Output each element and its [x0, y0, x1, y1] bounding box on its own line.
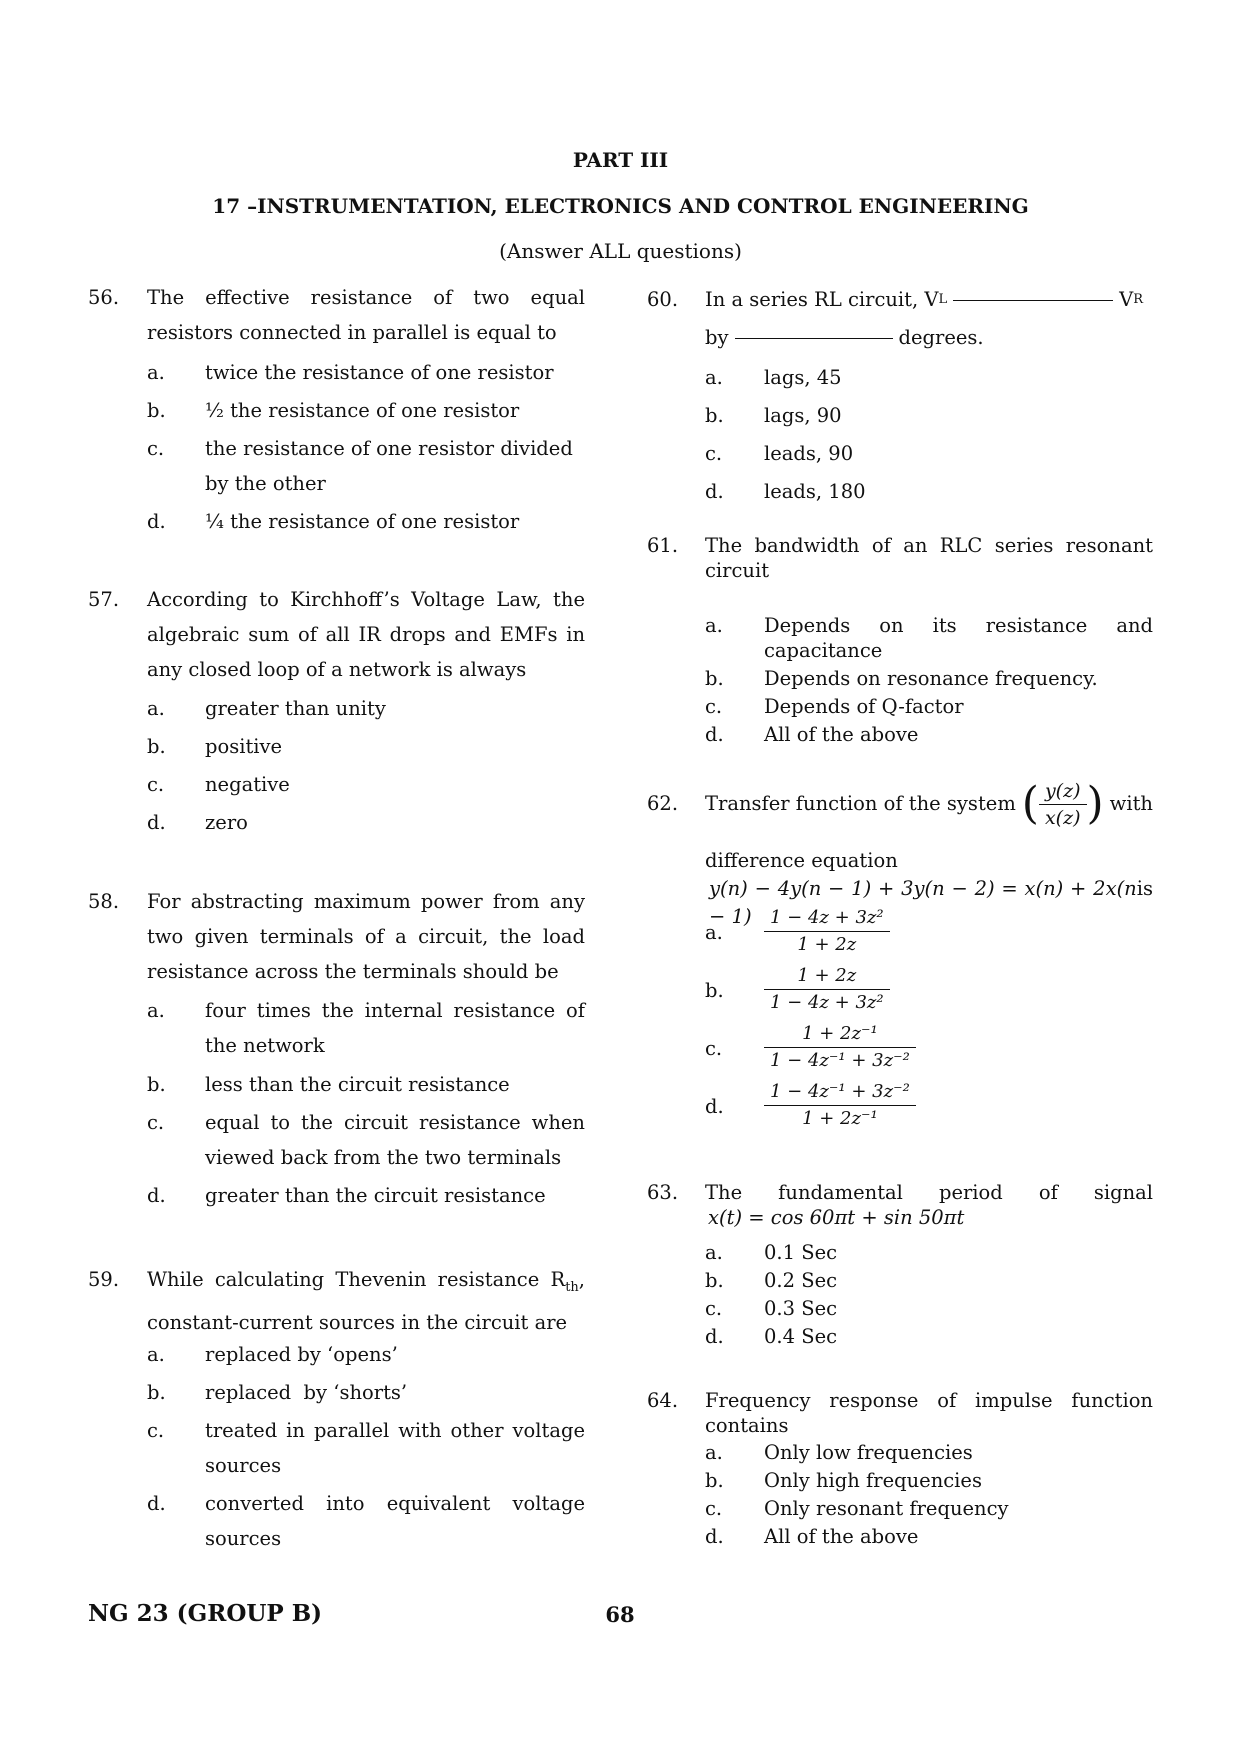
question-63 — [647, 1180, 1157, 1360]
question-stem — [705, 282, 1153, 356]
option-text: lags, 90 — [764, 404, 842, 427]
option-label: d. — [147, 1184, 166, 1207]
option-fraction — [764, 1079, 916, 1132]
option-text: Only low frequencies — [764, 1441, 973, 1464]
option-text: negative — [205, 773, 290, 796]
option-label: c. — [705, 695, 723, 718]
option-label: b. — [147, 1073, 166, 1096]
stem-text: with — [1109, 792, 1153, 815]
question-number: 56. — [88, 286, 120, 309]
option-text: greater than unity — [205, 697, 386, 720]
page-number: 68 — [605, 1602, 635, 1627]
question-number: 62. — [647, 792, 679, 815]
question-number: 57. — [88, 588, 120, 611]
fraction-denominator: 1 − 4z + 3z² — [770, 992, 884, 1013]
question-number: 63. — [647, 1181, 679, 1204]
stem-text: V — [1119, 288, 1134, 311]
option-text: Only high frequencies — [764, 1469, 982, 1492]
option-label: d. — [705, 480, 724, 503]
option-text: greater than the circuit resistance — [205, 1184, 546, 1207]
option-text: Depends of Q-factor — [764, 695, 964, 718]
option-fraction — [764, 1021, 916, 1074]
option-text: less than the circuit resistance — [205, 1073, 510, 1096]
question-61 — [647, 533, 1157, 753]
option-fraction — [764, 905, 890, 958]
option-label: a. — [147, 999, 165, 1022]
option-label: c. — [705, 1297, 723, 1320]
option-text: leads, 180 — [764, 480, 866, 503]
option-text: treated in parallel with other voltage sources — [205, 1419, 585, 1477]
fraction-denominator: 1 + 2z — [797, 934, 857, 955]
option-text: four times the internal resistance of the network — [205, 999, 585, 1057]
option-b — [705, 963, 1155, 1019]
paper-code: NG 23 (GROUP B) — [88, 1600, 323, 1627]
question-stem: For abstracting maximum power from any two given terminals of a circuit, the load resistance across the terminals should be — [147, 890, 585, 983]
option-text: ¼ the resistance of one resistor — [205, 510, 520, 533]
option-label: d. — [147, 1492, 166, 1515]
option-label: d. — [705, 1525, 724, 1548]
stem-text: , constant-current sources in the circuit are — [147, 1268, 585, 1334]
stem-text: In a series RL circuit, V — [705, 288, 939, 311]
fill-blank — [953, 300, 1113, 301]
option-label: c. — [705, 1497, 723, 1520]
option-label: d. — [705, 723, 724, 746]
question-number: 61. — [647, 534, 679, 557]
option-label: a. — [705, 614, 723, 637]
option-label: b. — [705, 1469, 724, 1492]
option-text: 0.1 Sec — [764, 1241, 838, 1264]
option-label: a. — [705, 921, 723, 944]
question-stem: According to Kirchhoff’s Voltage Law, the algebraic sum of all IR drops and EMFs in any closed loop of a network is always — [147, 588, 585, 681]
option-label: b. — [705, 667, 724, 690]
fraction-numerator: y(z) — [1039, 778, 1087, 805]
option-label: b. — [705, 404, 724, 427]
option-text: Depends on its resistance and capacitance — [764, 614, 1153, 662]
option-label: b. — [705, 1269, 724, 1292]
option-text: converted into equivalent voltage sources — [205, 1492, 585, 1550]
difference-equation: y(n) − 4y(n − 1) + 3y(n − 2) = x(n) + 2x(n − 1) — [709, 877, 1137, 928]
option-label: a. — [147, 361, 165, 384]
question-62 — [647, 775, 1157, 1145]
option-label: d. — [147, 510, 166, 533]
option-text: Only resonant frequency — [764, 1497, 1009, 1520]
option-label: c. — [147, 773, 165, 796]
question-58 — [88, 884, 588, 1214]
option-label: b. — [147, 399, 166, 422]
option-label: b. — [147, 1381, 166, 1404]
option-text: All of the above — [764, 723, 919, 746]
question-stem: The effective resistance of two equal resistors connected in parallel is equal to — [147, 286, 585, 344]
fraction-numerator: 1 − 4z⁻¹ + 3z⁻² — [764, 1079, 916, 1106]
option-label: c. — [705, 442, 723, 465]
option-label: d. — [705, 1095, 724, 1118]
signal-equation: x(t) = cos 60πt + sin 50πt — [708, 1206, 965, 1229]
option-label: a. — [147, 697, 165, 720]
fraction-numerator: 1 + 2z — [764, 963, 890, 990]
option-text: leads, 90 — [764, 442, 854, 465]
option-label: a. — [705, 366, 723, 389]
option-text: twice the resistance of one resistor — [205, 361, 554, 384]
stem-subscript: L — [938, 292, 948, 307]
question-stem: Frequency response of impulse function contains — [705, 1389, 1153, 1437]
stem-text: difference equation — [705, 849, 898, 872]
option-text: replaced by ‘shorts’ — [205, 1381, 408, 1404]
fill-blank — [735, 338, 893, 339]
part-heading: PART III — [572, 148, 669, 172]
fraction-denominator: 1 + 2z⁻¹ — [802, 1108, 878, 1129]
option-text: Depends on resonance frequency. — [764, 667, 1098, 690]
option-label: c. — [147, 1419, 165, 1442]
question-stem — [705, 1180, 1153, 1230]
option-text: equal to the circuit resistance when viewed back from the two terminals — [205, 1111, 585, 1169]
question-stem — [147, 1262, 585, 1340]
option-label: b. — [147, 735, 166, 758]
option-label: c. — [705, 1037, 723, 1060]
subject-heading: 17 –INSTRUMENTATION, ELECTRONICS AND CONTROL ENGINEERING — [212, 194, 1029, 218]
option-text: 0.2 Sec — [764, 1269, 838, 1292]
fraction-numerator: 1 + 2z⁻¹ — [764, 1021, 916, 1048]
option-label: a. — [705, 1241, 723, 1264]
stem-text: is — [1136, 877, 1153, 900]
option-text: ½ the resistance of one resistor — [205, 399, 520, 422]
option-label: d. — [705, 1325, 724, 1348]
option-a — [705, 905, 1155, 961]
stem-subscript: th — [565, 1279, 579, 1295]
option-label: c. — [147, 437, 165, 460]
option-c — [705, 1021, 1155, 1077]
option-d — [705, 1079, 1155, 1135]
question-57 — [88, 582, 588, 842]
option-label: b. — [705, 979, 724, 1002]
question-number: 64. — [647, 1389, 679, 1412]
stem-text: Transfer function of the system — [705, 792, 1016, 815]
option-text: All of the above — [764, 1525, 919, 1548]
option-text: lags, 45 — [764, 366, 842, 389]
option-text: 0.4 Sec — [764, 1325, 838, 1348]
question-56 — [88, 280, 588, 540]
option-text: the resistance of one resistor divided by the other — [205, 437, 573, 495]
question-number: 60. — [647, 288, 679, 311]
fraction-denominator: 1 − 4z⁻¹ + 3z⁻² — [770, 1050, 910, 1071]
option-fraction — [764, 963, 890, 1016]
fraction-denominator: x(z) — [1044, 806, 1081, 829]
question-stem: The bandwidth of an RLC series resonant circuit — [705, 534, 1153, 582]
stem-text: by — [705, 326, 729, 349]
question-number: 58. — [88, 890, 120, 913]
question-59 — [88, 1262, 588, 1562]
option-text: positive — [205, 735, 283, 758]
option-label: c. — [147, 1111, 165, 1134]
option-text: 0.3 Sec — [764, 1297, 838, 1320]
stem-text: degrees. — [898, 326, 984, 349]
option-text: replaced by ‘opens’ — [205, 1343, 398, 1366]
stem-subscript: R — [1133, 292, 1144, 307]
question-number: 59. — [88, 1268, 120, 1291]
stem-text: The fundamental period of signal — [705, 1181, 1153, 1204]
question-60 — [647, 282, 1157, 512]
stem-text: While calculating Thevenin resistance R — [147, 1268, 566, 1291]
instruction-text: (Answer ALL questions) — [499, 239, 742, 263]
option-label: a. — [147, 1343, 165, 1366]
question-64 — [647, 1388, 1157, 1568]
transfer-fraction: ( $\frac{y(z)}{x(z)}$ ) — [1021, 778, 1104, 829]
option-text: zero — [205, 811, 248, 834]
fraction-numerator: 1 − 4z + 3z² — [764, 905, 890, 932]
option-label: a. — [705, 1441, 723, 1464]
option-label: d. — [147, 811, 166, 834]
